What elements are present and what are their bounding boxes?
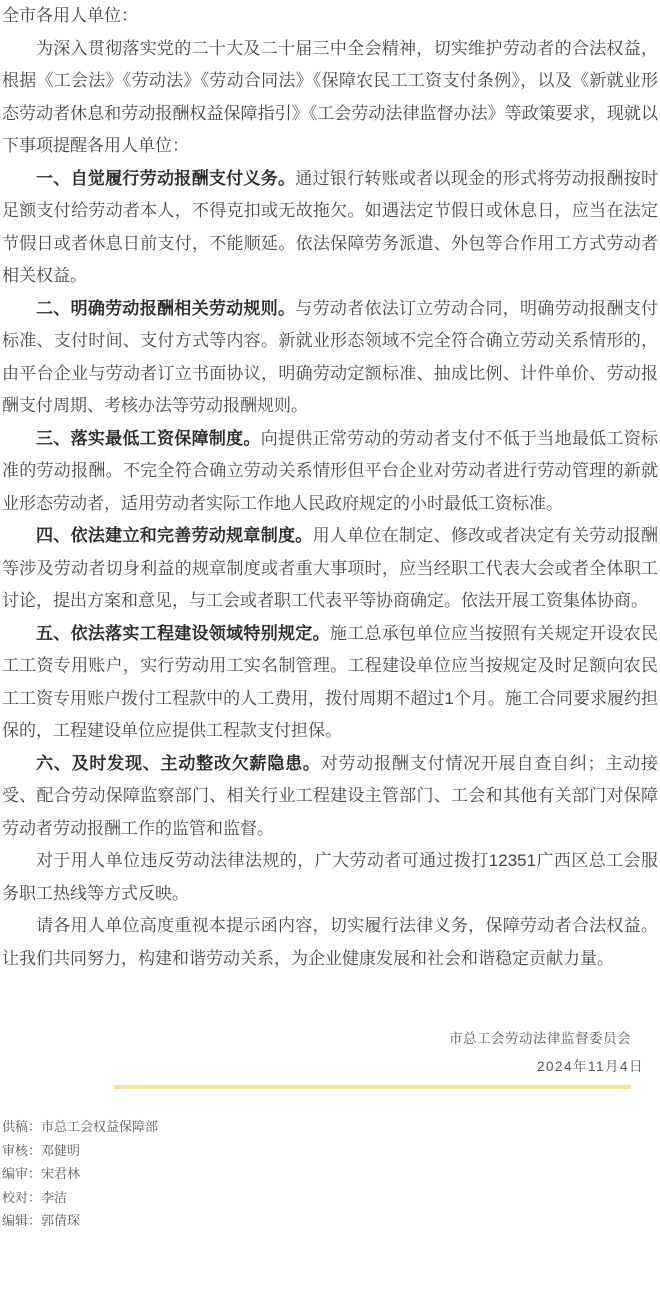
- section-1-paragraph: [2, 163, 658, 293]
- section-1-body: 通过银行转账或者以现金的形式将劳动报酬按时足额支付给劳动者本人，不得克扣或无故拖欠。如遇法定节假日或休息日，应当在法定节假日或者休息日前支付，不能顺延。依法保障劳务派遣、外包等合作用工方式劳动者相关权益。: [2, 168, 659, 285]
- section-6-paragraph: [2, 748, 658, 846]
- section-5-heading: 五、依法落实工程建设领域特别规定。: [36, 623, 330, 643]
- section-4-body: 用人单位在制定、修改或者决定有关劳动报酬等涉及劳动者切身利益的规章制度或者重大事项时，应当经职工代表大会或者全体职工讨论，提出方案和意见，与工会或者职工代表平等协商确定。依法开展工资集体协商。: [2, 526, 659, 610]
- signature-block: [2, 1025, 658, 1081]
- hotline-paragraph: 对于用人单位违反劳动法律法规的，广大劳动者可通过拨打12351广西区总工会服务职工热线等方式反映。: [2, 851, 658, 903]
- section-3-body: 向提供正常劳动的劳动者支付不低于当地最低工资标准的劳动报酬。不完全符合确立劳动关系情形但平台企业对劳动者进行劳动管理的新就业形态劳动者，适用劳动者实际工作地人民政府规定的小时最低工资标准。: [2, 428, 659, 513]
- section-3-paragraph: [2, 423, 658, 521]
- credits-block: [2, 1115, 658, 1233]
- section-6-body: 对劳动报酬支付情况开展自查自纠；主动接受、配合劳动保障监察部门、相关行业工程建设主管部门、工会和其他有关部门对保障劳动者劳动报酬工作的监管和监督。: [2, 753, 659, 838]
- section-2-heading: 二、明确劳动报酬相关劳动规则。: [36, 298, 296, 318]
- section-4-heading: 四、依法建立和完善劳动规章制度。: [36, 526, 313, 545]
- section-3-heading: 三、落实最低工资保障制度。: [36, 428, 261, 448]
- signature-issuer: 市总工会劳动法律监督委员会: [449, 1031, 631, 1046]
- credit-editor-line: 编辑：郭倩琛: [2, 1213, 81, 1229]
- intro-paragraph: 为深入贯彻落实党的二十大及二十届三中全会精神，切实维护劳动者的合法权益，根据《工会法》《劳动法》《劳动合同法》《保障农民工工资支付条例》，以及《新就业形态劳动者休息和劳动报酬权益保障指引》《工会劳动法律监督办法》等政策要求，现就以下事项提醒各用人单位：: [2, 38, 658, 155]
- credit-contributor-line: 供稿：市总工会权益保障部: [2, 1119, 159, 1134]
- section-1-heading: 一、自觉履行劳动报酬支付义务。: [36, 168, 296, 188]
- section-2-body: 与劳动者依法订立劳动合同，明确劳动报酬支付标准、支付时间、支付方式等内容。新就业形态领域不完全符合确立劳动关系情形的，由平台企业与劳动者订立书面协议，明确劳动定额标准、抽成比例、计件单价、劳动报酬支付周期、考核办法等劳动报酬规则。: [2, 298, 659, 415]
- gold-divider-line: [114, 1085, 631, 1089]
- section-4-paragraph: [2, 520, 658, 618]
- section-6-heading: 六、及时发现、主动整改欠薪隐患。: [36, 753, 321, 773]
- credit-editor-review-line: 编审：宋君林: [2, 1166, 81, 1182]
- section-5-paragraph: [2, 618, 658, 748]
- closing-paragraph: 请各用人单位高度重视本提示函内容，切实履行法律义务，保障劳动者合法权益。让我们共同努力，构建和谐劳动关系，为企业健康发展和社会和谐稳定贡献力量。: [2, 916, 658, 968]
- greeting-line: 全市各用人单位：: [2, 6, 138, 25]
- section-5-body: 施工总承包单位应当按照有关规定开设农民工工资专用账户，实行劳动用工实名制管理。工程建设单位应当按规定及时足额向农民工工资专用账户拨付工程款中的人工费用，拨付周期不超过1个月。施工合同要求履约担保的，工程建设单位应提供工程款支付担保。: [2, 623, 659, 740]
- credit-reviewer-line: 审核：邓健明: [2, 1142, 81, 1158]
- signature-date: 2024年11月4日: [536, 1059, 644, 1074]
- credit-proofreader-line: 校对：李洁: [2, 1189, 68, 1205]
- section-2-paragraph: [2, 293, 658, 423]
